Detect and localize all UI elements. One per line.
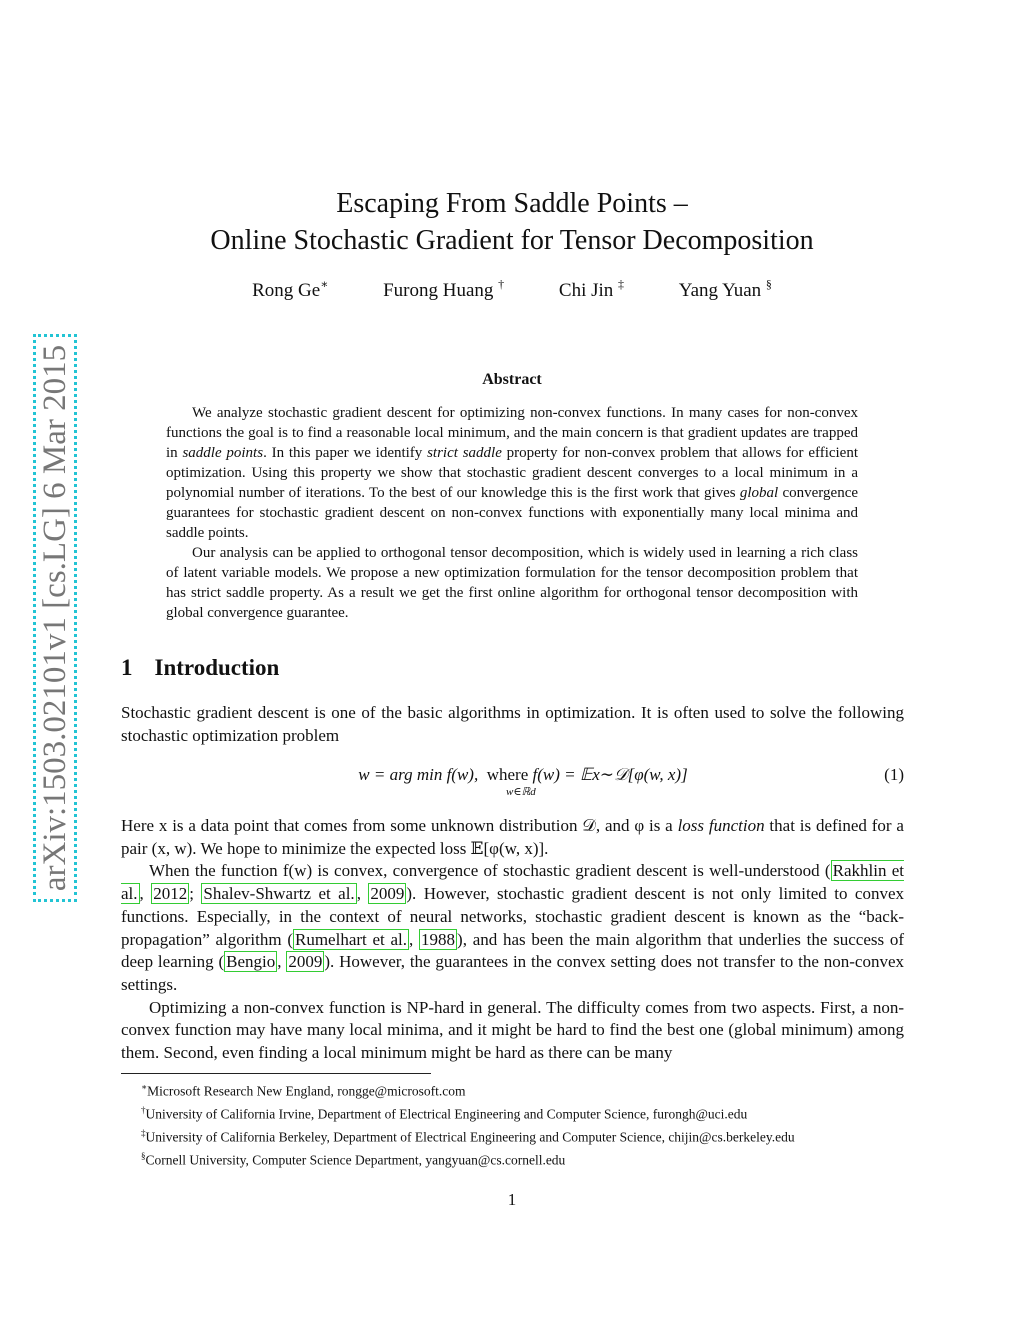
page-number: 1 xyxy=(507,1190,517,1209)
abstract-heading: Abstract xyxy=(482,371,542,388)
title-line-2: Online Stochastic Gradient for Tensor Decomposition xyxy=(210,225,814,256)
abstract-paragraph: Our analysis can be applied to orthogonal tensor decomposition, which is widely used in learning a rich class of latent variable models. We propose a new optimization formulation for the tensor decomposition problem that has strict saddle property. As a result we get the first online algorithm for orthogonal tensor decomposition with global convergence guarantee. xyxy=(166,545,858,621)
footnotes xyxy=(121,1078,904,1170)
intro-paragraph-3: When the function f(w) is convex, convergence of stochastic gradient descent is well-understood ( Rakhlin et al. , 2012 ; Shalev-Shwartz et al. , 2009 ). However, stochastic gradient descent is not only limited to convex functions. Especially, in the context of neural networks, stochastic gradient descent is known as the “back-propagation” algorithm ( Rumelhart et al. , 1988 ), and has been the main algorithm that underlies the success of deep learning ( Bengio , 2009 ). However, the guarantees in the convex setting does not transfer to the non-convex settings. xyxy=(121,861,904,994)
author: Rong Ge∗ xyxy=(252,277,329,301)
author-list xyxy=(0,277,1024,302)
footnote: §Cornell University, Computer Science Department, yangyuan@cs.cornell.edu xyxy=(141,1151,566,1168)
intro-paragraph-1: Stochastic gradient descent is one of the basic algorithms in optimization. It is often used to solve the following stochastic optimization problem xyxy=(121,703,904,745)
footnote-mark[interactable]: § xyxy=(765,277,772,291)
citation-link[interactable]: 2009 xyxy=(370,884,405,904)
equation-1 xyxy=(121,765,904,805)
title-line-1: Escaping From Saddle Points – xyxy=(336,188,688,219)
citation-link[interactable]: Rakhlin et al. xyxy=(121,861,904,904)
citation-link[interactable]: 1988 xyxy=(421,929,456,949)
arxiv-id-link[interactable]: arXiv:1503.02101v1 [cs.LG] 6 Mar 2015 xyxy=(33,334,77,902)
author: Furong Huang † xyxy=(383,277,505,301)
abstract-body xyxy=(166,403,858,623)
citation-link[interactable]: Rumelhart et al. xyxy=(295,929,408,949)
footnote-rule xyxy=(121,1073,431,1074)
arxiv-sidebar xyxy=(37,308,73,928)
section-heading: 1 Introduction xyxy=(121,655,280,680)
citation-link[interactable]: 2012 xyxy=(153,884,188,904)
equation-number: (1) xyxy=(884,765,904,784)
abstract-paragraph: We analyze stochastic gradient descent for optimizing non-convex functions. In many cases for non-convex functions the goal is to find a reasonable local minimum, and the main concern is that gradient updates are trapped in saddle points. In this paper we identify strict saddle property for non-convex problem that allows for efficient optimization. Using this property we show that stochastic gradient descent converges to a local minimum in a polynomial number of iterations. To the best of our knowledge this is the first work that gives global convergence guarantees for stochastic gradient descent on non-convex functions with exponentially many local minima and saddle points. xyxy=(166,405,859,541)
author: Chi Jin ‡ xyxy=(558,277,625,301)
intro-paragraph-4: Optimizing a non-convex function is NP-hard in general. The difficulty comes from two aspects. First, a non-convex function may have many local minima, and it might be hard to find the best one (global minimum) among them. Second, even finding a local minimum might be hard as there can be many xyxy=(121,997,904,1063)
footnote-mark[interactable]: ‡ xyxy=(618,277,625,291)
citation-link[interactable]: 2009 xyxy=(288,952,323,972)
equation-subscript: w∈ℝd xyxy=(506,786,536,798)
footnote: ∗Microsoft Research New England, rongge@microsoft.com xyxy=(141,1082,466,1099)
footnote: ‡University of California Berkeley, Department of Electrical Engineering and Computer Science, chijin@cs.berkeley.edu xyxy=(141,1128,795,1145)
citation-link[interactable]: Shalev-Shwartz et al. xyxy=(203,884,355,904)
citation-link[interactable]: Bengio xyxy=(226,952,276,972)
equation-expression: w = arg min f(w), where f(w) = 𝔼x∼𝒟[φ(w, x)] xyxy=(358,765,688,784)
author: Yang Yuan § xyxy=(678,277,772,301)
paper-title xyxy=(0,185,1024,259)
footnote: †University of California Irvine, Department of Electrical Engineering and Computer Science, furongh@uci.edu xyxy=(141,1105,748,1122)
intro-body xyxy=(121,815,904,1065)
footnote-mark[interactable]: ∗ xyxy=(320,277,329,291)
footnote-mark[interactable]: † xyxy=(498,277,505,291)
intro-paragraph-2: Here x is a data point that comes from some unknown distribution 𝒟, and φ is a loss function that is defined for a pair (x, w). We hope to minimize the expected loss 𝔼[φ(w, x)]. xyxy=(121,816,904,858)
